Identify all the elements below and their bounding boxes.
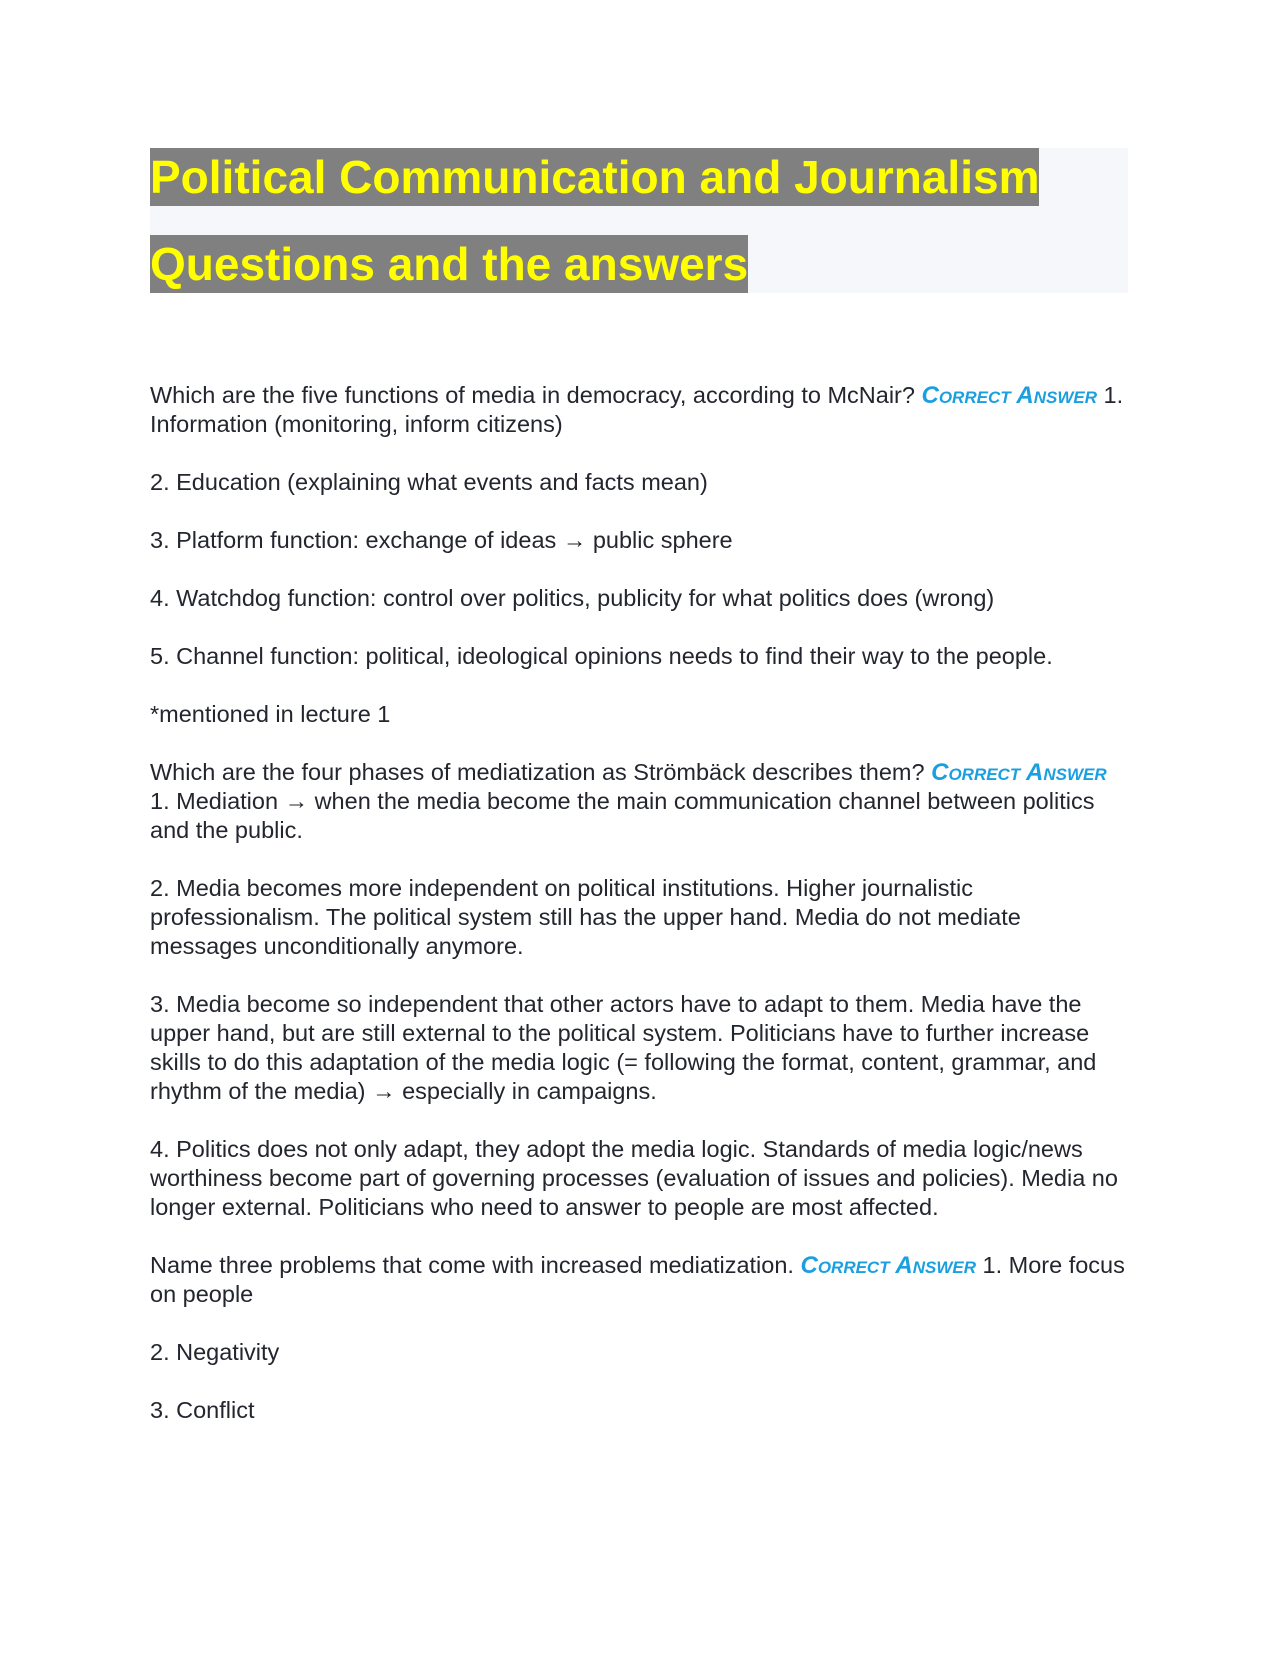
question-3-text: Name three problems that come with increased mediatization. <box>150 1252 794 1278</box>
document-title <box>150 148 1128 293</box>
question-2-text: Which are the four phases of mediatization as Strömbäck describes them? <box>150 759 925 785</box>
answer-2-item: 3. Media become so independent that other actors have to adapt to them. Media have the upper hand, but are still external to the political system. Politicians have to further increase skills to do this adaptation of the media logic (= following the format, content, grammar, and rhythm of the media) → especially in campaigns. <box>150 991 1097 1104</box>
question-3 <box>150 1251 1130 1309</box>
answer-1-item: 3. Platform function: exchange of ideas → public sphere <box>150 527 733 553</box>
answer-1-item: 5. Channel function: political, ideological opinions needs to find their way to the people. <box>150 643 1053 669</box>
answer-2-start: 1. Mediation → when the media become the main communication channel between politics and the public. <box>150 788 1095 843</box>
question-1-text: Which are the five functions of media in democracy, according to McNair? <box>150 382 915 408</box>
answer-1-item: 2. Education (explaining what events and facts mean) <box>150 469 708 495</box>
document-page <box>150 148 1130 1454</box>
title-text-1: Political Communication and Journalism <box>150 148 1039 206</box>
answer-1-note: *mentioned in lecture 1 <box>150 701 391 727</box>
answer-3-item: 3. Conflict <box>150 1397 255 1423</box>
title-line-2 <box>150 235 1128 293</box>
title-line-1 <box>150 148 1128 206</box>
answer-3-start: 1. More focus on people <box>150 1252 1125 1307</box>
question-1 <box>150 381 1130 439</box>
answer-3-item: 2. Negativity <box>150 1339 280 1365</box>
document-body <box>150 381 1130 1425</box>
answer-2-item: 2. Media becomes more independent on political institutions. Higher journalistic professionalism. The political system still has the upper hand. Media do not mediate messages unconditionally anymore. <box>150 875 1021 959</box>
correct-answer-label: Correct Answer <box>800 1252 976 1279</box>
answer-1-item: 4. Watchdog function: control over politics, publicity for what politics does (wrong) <box>150 585 995 611</box>
title-text-2: Questions and the answers <box>150 235 748 293</box>
correct-answer-label: Correct Answer <box>931 759 1107 786</box>
answer-2-item: 4. Politics does not only adapt, they adopt the media logic. Standards of media logic/news worthiness become part of governing processes (evaluation of issues and policies). Media no longer external. Politicians who need to answer to people are most affected. <box>150 1136 1118 1220</box>
correct-answer-label: Correct Answer <box>921 382 1097 409</box>
answer-1-start: 1. Information (monitoring, inform citizens) <box>150 382 1124 437</box>
question-2 <box>150 758 1130 845</box>
